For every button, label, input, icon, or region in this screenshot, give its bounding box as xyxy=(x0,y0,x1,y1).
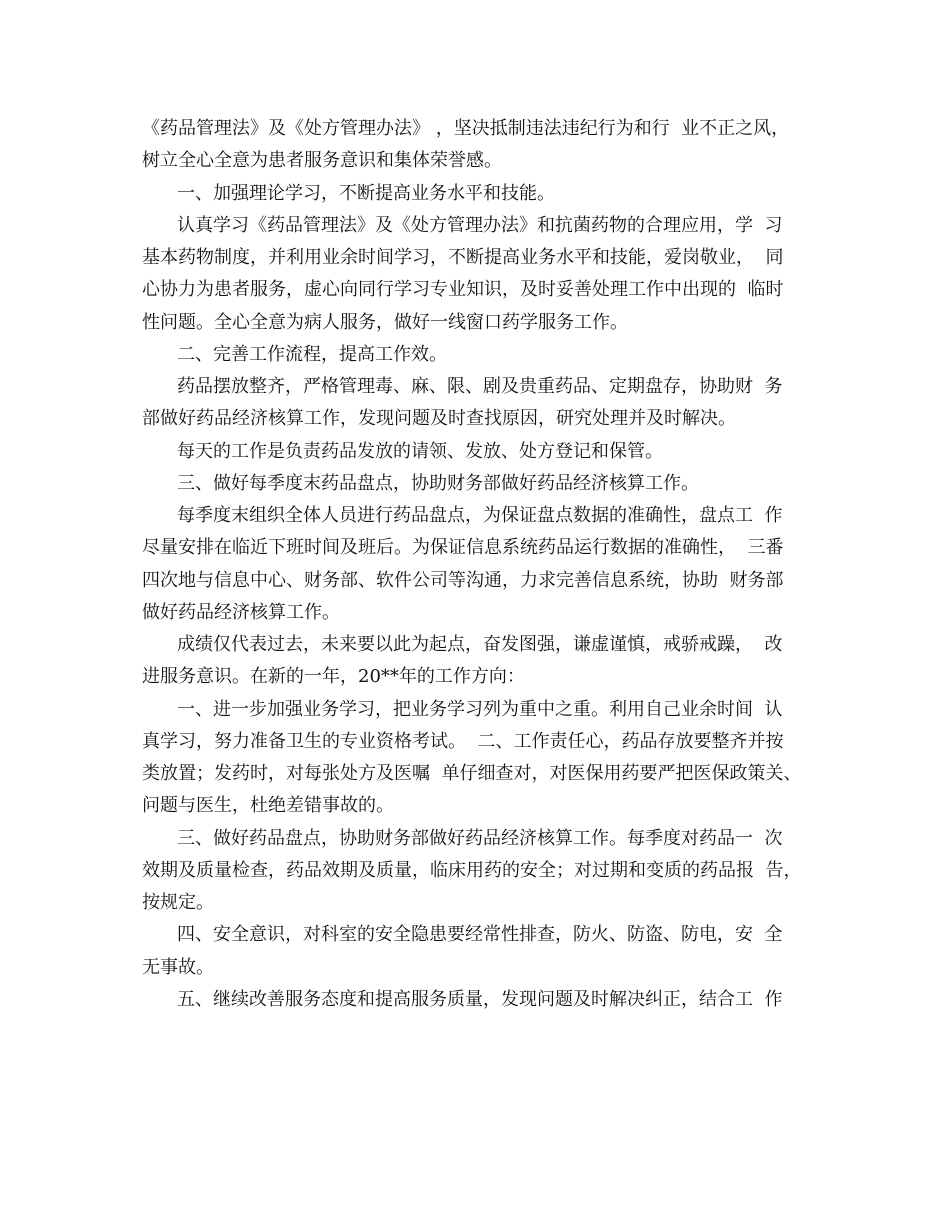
text-line: 三、做好药品盘点，协助财务部做好药品经济核算工作。每季度对药品一 次 xyxy=(177,827,783,849)
text-line: 《药品管理法》及《处方管理办法》 ，坚决抵制违法违纪行为和行 业不正之风， xyxy=(142,118,790,139)
text-line: 四次地与信息中心、财务部、软件公司等沟通，力求完善信息系统，协助 财务部 xyxy=(142,569,784,591)
text-line: 性问题。全心全意为病人服务，做好一线窗口药学服务工作。 xyxy=(142,311,628,333)
text-line: 效期及质量检查，药品效期及质量，临床用药的安全；对过期和变质的药品报 告， xyxy=(142,859,802,881)
text-line: 认真学习《药品管理法》及《处方管理办法》和抗菌药物的合理应用，学 习 xyxy=(177,214,783,236)
text-line: 进服务意识。在新的一年，20**年的工作方向： xyxy=(142,666,525,688)
section-heading: 一、加强理论学习，不断提高业务水平和技能。 xyxy=(177,182,555,204)
text-line: 心协力为患者服务，虚心向同行学习专业知识，及时妥善处理工作中出现的 临时 xyxy=(142,279,784,301)
text-line: 部做好药品经济核算工作，发现问题及时查找原因，研究处理并及时解决。 xyxy=(142,408,736,430)
text-line: 按规定。 xyxy=(142,892,214,913)
text-line: 无事故。 xyxy=(142,956,214,978)
text-line: 问题与医生，杜绝差错事故的。 xyxy=(142,795,394,817)
document-body xyxy=(142,113,832,1016)
text-line: 一、进一步加强业务学习，把业务学习列为重中之重。利用自己业余时间 认 xyxy=(177,698,783,720)
section-heading: 三、做好每季度末药品盘点，协助财务部做好药品经济核算工作。 xyxy=(177,472,699,494)
text-line: 尽量安排在临近下班时间及班后。为保证信息系统药品运行数据的准确性， 三番 xyxy=(142,537,784,559)
section-heading: 二、完善工作流程，提高工作效。 xyxy=(177,343,447,365)
text-line: 基本药物制度，并利用业余时间学习，不断提高业务水平和技能，爱岗敬业， 同 xyxy=(142,247,784,268)
text-line: 每季度末组织全体人员进行药品盘点，为保证盘点数据的准确性，盘点工 作 xyxy=(177,505,783,526)
text-line: 做好药品经济核算工作。 xyxy=(142,601,340,623)
text-line: 真学习，努力准备卫生的专业资格考试。 二、工作责任心，药品存放要整齐并按 xyxy=(142,730,784,752)
text-line: 成绩仅代表过去，未来要以此为起点，奋发图强，谦虚谨慎，戒骄戒躁， 改 xyxy=(177,634,783,655)
text-line: 四、安全意识，对科室的安全隐患要经常性排查，防火、防盗、防电，安 全 xyxy=(177,924,783,946)
text-line: 树立全心全意为患者服务意识和集体荣誉感。 xyxy=(142,150,502,172)
text-line: 五、继续改善服务态度和提高服务质量，发现问题及时解决纠正，结合工 作 xyxy=(177,988,783,1010)
text-line: 每天的工作是负责药品发放的请领、发放、处方登记和保管。 xyxy=(177,440,663,462)
text-line: 药品摆放整齐，严格管理毒、麻、限、剧及贵重药品、定期盘存，协助财 务 xyxy=(177,376,783,397)
text-line: 类放置；发药时，对每张处方及医嘱 单仔细查对，对医保用药要严把医保政策关、 xyxy=(142,763,802,784)
